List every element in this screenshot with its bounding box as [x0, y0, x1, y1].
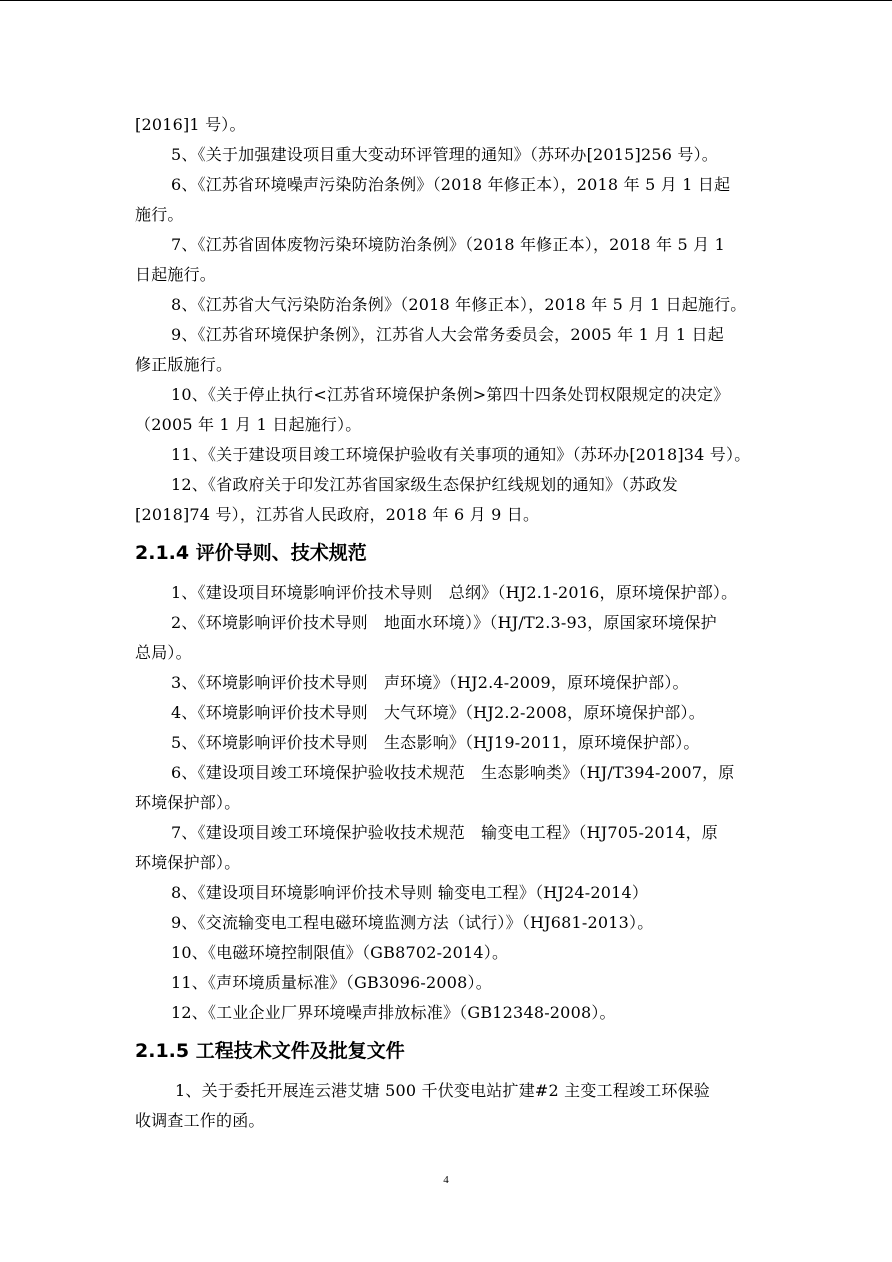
paragraph-line: 1、关于委托开展连云港艾塘 500 千伏变电站扩建#2 主变工程竣工环保验 — [175, 1081, 710, 1100]
paragraph-line: [2016]1 号）。 — [135, 115, 246, 134]
paragraph-line: （2005 年 1 月 1 日起施行）。 — [135, 415, 362, 434]
paragraph-line: 4、《环境影响评价技术导则 大气环境》（HJ2.2-2008，原环境保护部）。 — [171, 703, 705, 722]
paragraph-line: 3、《环境影响评价技术导则 声环境》（HJ2.4-2009，原环境保护部）。 — [171, 673, 689, 692]
paragraph-line: 环境保护部）。 — [135, 853, 241, 872]
paragraph-line: 11、《声环境质量标准》（GB3096-2008）。 — [171, 973, 492, 992]
paragraph-line: 环境保护部）。 — [135, 793, 241, 812]
paragraph-line: [2018]74 号），江苏省人民政府，2018 年 6 月 9 日。 — [135, 505, 540, 524]
paragraph-line: 12、《省政府关于印发江苏省国家级生态保护红线规划的通知》（苏政发 — [171, 475, 678, 494]
paragraph-line: 8、《江苏省大气污染防治条例》（2018 年修正本），2018 年 5 月 1 日起施行。 — [171, 295, 747, 314]
paragraph-line: 7、《江苏省固体废物污染环境防治条例》（2018 年修正本），2018 年 5 月 1 — [171, 235, 726, 254]
paragraph-line: 总局）。 — [135, 643, 192, 662]
paragraph-line: 收调查工作的函。 — [135, 1111, 265, 1130]
paragraph-line: 1、《建设项目环境影响评价技术导则 总纲》（HJ2.1-2016，原环境保护部）。 — [171, 583, 738, 602]
paragraph-line: 6、《江苏省环境噪声污染防治条例》（2018 年修正本），2018 年 5 月 1 日起 — [171, 175, 731, 194]
paragraph-line: 9、《江苏省环境保护条例》，江苏省人大会常务委员会，2005 年 1 月 1 日起 — [171, 325, 724, 344]
paragraph-line: 10、《电磁环境控制限值》（GB8702-2014）。 — [171, 943, 509, 962]
paragraph-line: 修正版施行。 — [135, 355, 233, 374]
section-heading: 2.1.5 工程技术文件及批复文件 — [135, 1040, 405, 1062]
paragraph-line: 日起施行。 — [135, 265, 217, 284]
paragraph-line: 11、《关于建设项目竣工环境保护验收有关事项的通知》（苏环办[2018]34 号）。 — [171, 445, 751, 464]
paragraph-line: 10、《关于停止执行<江苏省环境保护条例>第四十四条处罚权限规定的决定》 — [171, 385, 730, 404]
paragraph-line: 5、《环境影响评价技术导则 生态影响》（HJ19-2011，原环境保护部）。 — [171, 733, 700, 752]
page-top-border — [0, 0, 892, 1]
paragraph-line: 8、《建设项目环境影响评价技术导则 输变电工程》（HJ24-2014） — [171, 883, 649, 902]
paragraph-line: 5、《关于加强建设项目重大变动环评管理的通知》（苏环办[2015]256 号）。 — [171, 145, 719, 164]
section-heading: 2.1.4 评价导则、技术规范 — [135, 542, 367, 564]
paragraph-line: 9、《交流输变电工程电磁环境监测方法（试行）》（HJ681-2013）。 — [171, 913, 654, 932]
paragraph-line: 2、《环境影响评价技术导则 地面水环境）》（HJ/T2.3-93，原国家环境保护 — [171, 613, 717, 632]
page-number: 4 — [443, 1174, 449, 1186]
paragraph-line: 12、《工业企业厂界环境噪声排放标准》（GB12348-2008）。 — [171, 1003, 616, 1022]
paragraph-line: 6、《建设项目竣工环境保护验收技术规范 生态影响类》（HJ/T394-2007，原 — [171, 763, 735, 782]
paragraph-line: 施行。 — [135, 205, 184, 224]
paragraph-line: 7、《建设项目竣工环境保护验收技术规范 输变电工程》（HJ705-2014，原 — [171, 823, 719, 842]
